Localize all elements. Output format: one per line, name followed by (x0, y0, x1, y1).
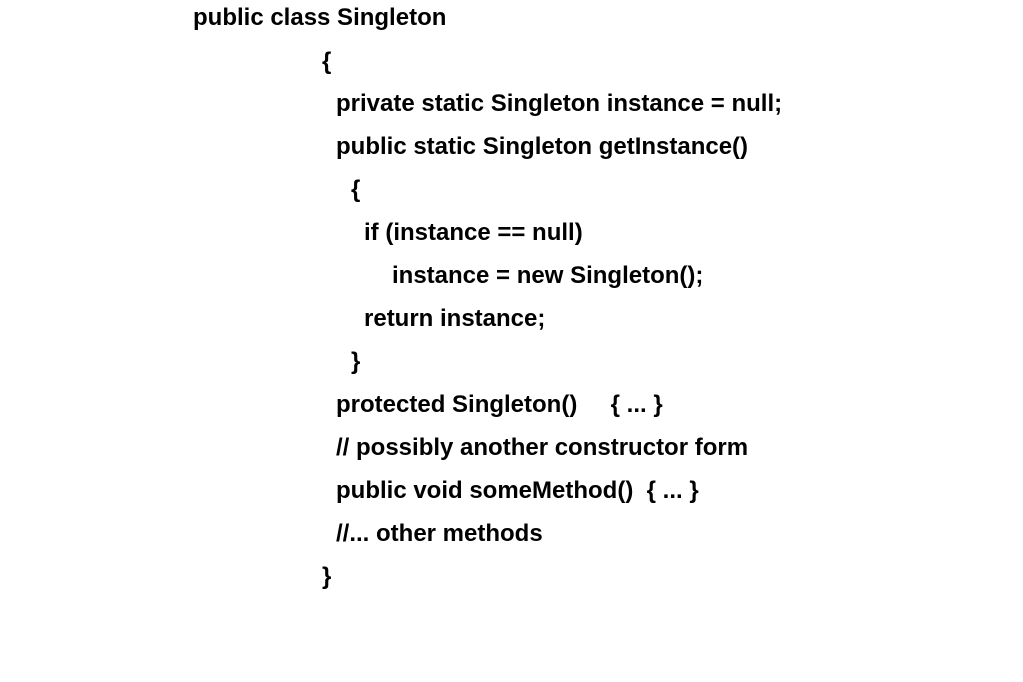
method-open-brace: { (351, 176, 361, 203)
some-method-line: public void someMethod() { ... } (336, 477, 699, 504)
return-line: return instance; (364, 305, 546, 332)
null-check-line: if (instance == null) (364, 219, 583, 246)
protected-constructor-line: protected Singleton() { ... } (336, 391, 663, 418)
class-open-brace: { (322, 48, 332, 75)
instance-field-line: private static Singleton instance = null; (336, 90, 783, 117)
class-declaration-line: public class Singleton (193, 4, 447, 31)
get-instance-signature-line: public static Singleton getInstance() (336, 133, 749, 160)
method-close-brace: } (351, 348, 361, 375)
instantiate-line: instance = new Singleton(); (392, 262, 704, 289)
class-close-brace: } (322, 563, 332, 590)
other-methods-comment-line: //... other methods (336, 520, 543, 547)
constructor-comment-line: // possibly another constructor form (336, 434, 749, 461)
